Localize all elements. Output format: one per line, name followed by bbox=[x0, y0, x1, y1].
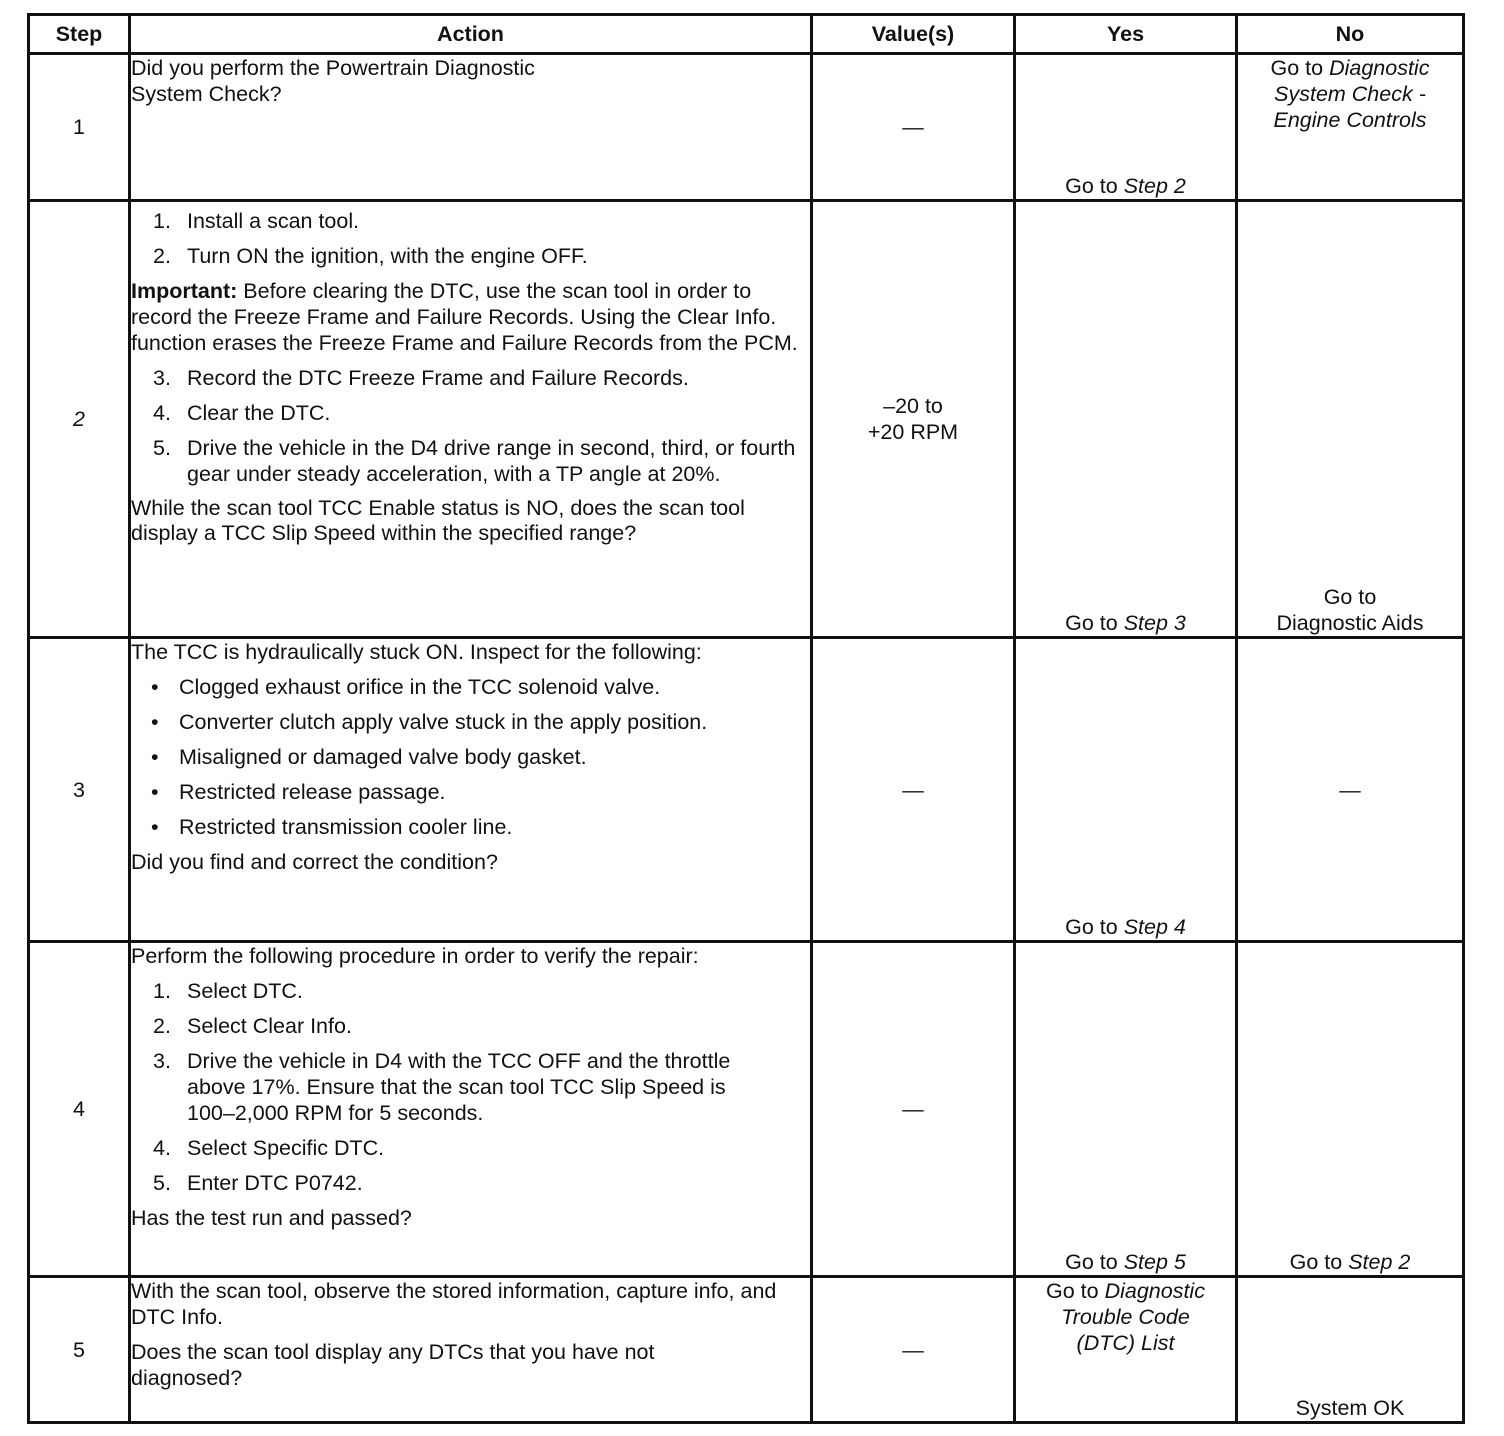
action-question: While the scan tool TCC Enable status is NO, does the scan tool display a TCC Slip Speed within the specified range? bbox=[131, 496, 745, 545]
list-item: 5. Enter DTC P0742. bbox=[153, 1171, 363, 1195]
list-item: 3. Record the DTC Freeze Frame and Failure Records. bbox=[153, 366, 689, 390]
value-cell: — bbox=[812, 54, 1015, 201]
no-cell: Go to Step 2 bbox=[1237, 942, 1464, 1277]
table-row bbox=[29, 1277, 1464, 1423]
step-number: 2 bbox=[29, 201, 130, 638]
header-row bbox=[29, 15, 1464, 54]
action-question: Did you perform the Powertrain Diagnostic System Check? bbox=[131, 56, 535, 106]
yes-prefix: Go to bbox=[1065, 174, 1124, 198]
yes-cell: Go to Step 5 bbox=[1015, 942, 1237, 1277]
value-cell: — bbox=[812, 942, 1015, 1277]
header-step: Step bbox=[29, 15, 130, 54]
action-cell bbox=[130, 1277, 812, 1423]
list-item: 4. Select Specific DTC. bbox=[153, 1136, 385, 1160]
no-cell bbox=[1237, 54, 1464, 201]
action-intro: Perform the following procedure in order to verify the repair: bbox=[131, 944, 699, 968]
yes-step-link[interactable]: Step 4 bbox=[1123, 915, 1186, 939]
action-cell bbox=[130, 942, 812, 1277]
value-cell: — bbox=[812, 1277, 1015, 1423]
list-item: 2. Turn ON the ignition, with the engine OFF. bbox=[153, 244, 588, 268]
no-link[interactable]: Diagnostic System Check - Engine Controls bbox=[1273, 56, 1430, 132]
step-number: 4 bbox=[29, 942, 130, 1277]
action-intro: With the scan tool, observe the stored information, capture info, and DTC Info. bbox=[131, 1279, 777, 1329]
action-question: Does the scan tool display any DTCs that you have not diagnosed? bbox=[131, 1340, 655, 1390]
action-cell bbox=[130, 638, 812, 942]
list-item: • Misaligned or damaged valve body gasket. bbox=[151, 745, 587, 769]
table-row bbox=[29, 201, 1464, 638]
important-note: Important: Before clearing the DTC, use the scan tool in order to record the Freeze Frame and Failure Records. Using the Clear Info. function erases the Freeze Frame and Failure Records from the PCM. bbox=[131, 279, 798, 355]
table-row bbox=[29, 638, 1464, 942]
no-link[interactable]: Diagnostic Aids bbox=[1276, 611, 1424, 635]
diagnostic-table bbox=[27, 13, 1465, 1424]
table-row bbox=[29, 54, 1464, 201]
yes-link[interactable]: Diagnostic Trouble Code (DTC) List bbox=[1061, 1279, 1205, 1355]
step-number: 5 bbox=[29, 1277, 130, 1423]
no-cell: System OK bbox=[1237, 1277, 1464, 1423]
header-values: Value(s) bbox=[812, 15, 1015, 54]
list-item: • Clogged exhaust orifice in the TCC solenoid valve. bbox=[151, 675, 661, 699]
list-item: 3. Drive the vehicle in D4 with the TCC OFF and the throttle above 17%. Ensure that the scan tool TCC Slip Speed is 100–2,000 RPM for 5 seconds. bbox=[153, 1049, 731, 1125]
list-item: 1. Select DTC. bbox=[153, 979, 303, 1003]
step-number: 1 bbox=[29, 54, 130, 201]
yes-cell: Go to Step 4 bbox=[1015, 638, 1237, 942]
no-cell: — bbox=[1237, 638, 1464, 942]
action-cell bbox=[130, 54, 812, 201]
value-cell: — bbox=[812, 638, 1015, 942]
header-yes: Yes bbox=[1015, 15, 1237, 54]
yes-cell: Go to Diagnostic Trouble Code (DTC) List bbox=[1015, 1277, 1237, 1423]
important-label: Important: bbox=[131, 279, 238, 303]
table-row bbox=[29, 942, 1464, 1277]
value-cell: –20 to +20 RPM bbox=[812, 201, 1015, 638]
action-question: Has the test run and passed? bbox=[131, 1206, 412, 1230]
step-number: 3 bbox=[29, 638, 130, 942]
no-prefix: Go to bbox=[1270, 56, 1330, 80]
list-item: 2. Select Clear Info. bbox=[153, 1014, 352, 1038]
list-item: 1. Install a scan tool. bbox=[153, 209, 360, 233]
yes-cell: Go to Step 3 bbox=[1015, 201, 1237, 638]
list-item: 5. Drive the vehicle in the D4 drive range in second, third, or fourth gear under steady acceleration, with a TP angle at 20%. bbox=[153, 436, 796, 486]
action-question: Did you find and correct the condition? bbox=[131, 850, 498, 874]
action-cell bbox=[130, 201, 812, 638]
yes-cell bbox=[1015, 54, 1237, 201]
yes-step-link[interactable]: Step 2 bbox=[1123, 174, 1186, 198]
header-action: Action bbox=[130, 15, 812, 54]
yes-step-link[interactable]: Step 3 bbox=[1123, 611, 1186, 635]
no-step-link[interactable]: Step 2 bbox=[1348, 1250, 1411, 1274]
action-intro: The TCC is hydraulically stuck ON. Inspect for the following: bbox=[131, 640, 702, 664]
header-no: No bbox=[1237, 15, 1464, 54]
no-cell: Go to Diagnostic Aids bbox=[1237, 201, 1464, 638]
list-item: • Converter clutch apply valve stuck in the apply position. bbox=[151, 710, 708, 734]
yes-step-link[interactable]: Step 5 bbox=[1123, 1250, 1186, 1274]
list-item: 4. Clear the DTC. bbox=[153, 401, 331, 425]
list-item: • Restricted transmission cooler line. bbox=[151, 815, 513, 839]
list-item: • Restricted release passage. bbox=[151, 780, 446, 804]
